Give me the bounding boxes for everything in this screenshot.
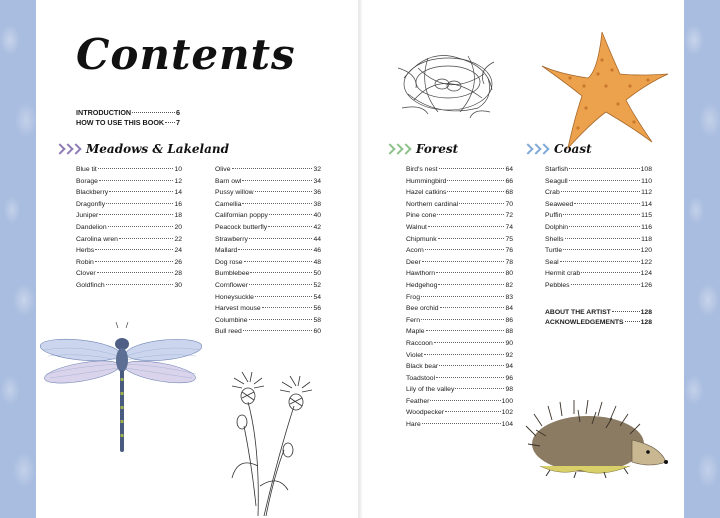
entry-label: Hummingbird (406, 177, 447, 185)
leader-dots (612, 311, 640, 312)
entry-label: Barn owl (215, 177, 242, 185)
entry-label: Violet (406, 351, 423, 359)
entry-page: 28 (174, 270, 182, 278)
entry-page: 94 (505, 363, 513, 371)
leader-dots (165, 122, 175, 123)
leader-dots (255, 191, 313, 192)
entry-page: 56 (313, 305, 321, 313)
toc-entry[interactable] (76, 224, 182, 236)
entry-label: Camellia (215, 200, 242, 208)
entry-label: Bee orchid (406, 305, 439, 313)
entry-label: Starfish (545, 166, 569, 173)
entry-label: Peacock butterfly (215, 223, 268, 231)
entry-page: 88 (505, 328, 513, 336)
entry-label: Dog rose (215, 258, 243, 266)
entry-label: Hazel catkins (406, 189, 447, 197)
back-matter-list (545, 309, 652, 329)
toc-entry[interactable] (545, 201, 652, 213)
entry-label: Walnut (406, 223, 427, 231)
toc-entry[interactable] (406, 305, 513, 317)
intro-list (76, 108, 180, 128)
entry-label: Mallard (215, 247, 238, 255)
entry-label: Blackberry (76, 189, 109, 197)
entry-label: Pine cone (406, 212, 437, 220)
toc-entry[interactable] (406, 259, 513, 271)
entry-page: 118 (641, 235, 652, 243)
entry-label: Clover (76, 270, 96, 278)
toc-entry[interactable] (76, 270, 182, 282)
toc-entry[interactable] (406, 236, 513, 248)
entry-page: 74 (505, 223, 513, 231)
entry-page: 98 (505, 386, 513, 394)
entry-page: 124 (640, 270, 652, 278)
entry-page: 83 (505, 293, 513, 301)
toc-entry[interactable] (406, 282, 513, 294)
entry-label: Hare (406, 421, 421, 429)
toc-entry[interactable] (406, 375, 513, 387)
leader-dots (109, 191, 173, 192)
leader-dots (569, 168, 640, 169)
leader-dots (99, 214, 173, 215)
entry-page: 82 (505, 281, 513, 289)
leader-dots (262, 307, 313, 308)
entry-page: 96 (505, 374, 513, 382)
leader-dots (250, 272, 312, 273)
toc-entry[interactable] (215, 212, 321, 224)
entry-page: 44 (313, 235, 321, 243)
leader-dots (565, 238, 641, 239)
entry-page: 26 (174, 258, 182, 266)
entry-page: 116 (641, 223, 652, 231)
toc-entry[interactable] (545, 189, 652, 201)
leader-dots (242, 180, 312, 181)
entry-page: 108 (640, 166, 652, 173)
entry-page: 72 (505, 212, 513, 220)
entry-page: 12 (174, 177, 182, 185)
entry-page: 122 (640, 258, 652, 266)
toc-entry[interactable] (545, 224, 652, 236)
entry-label: ACKNOWLEDGEMENTS (545, 319, 624, 326)
leader-dots (98, 168, 174, 169)
section-heading-label: Coast (554, 142, 592, 156)
leader-dots (97, 272, 174, 273)
toc-entry[interactable] (215, 224, 321, 236)
entry-label: Harvest mouse (215, 305, 261, 313)
entry-page: 10 (174, 166, 182, 173)
entry-page: 50 (313, 270, 321, 278)
leader-dots (560, 261, 640, 262)
leader-dots (95, 249, 173, 250)
entry-page: 34 (313, 177, 321, 185)
toc-entry[interactable] (406, 270, 513, 282)
entry-label: Hermit crab (545, 270, 581, 278)
leader-dots (106, 203, 173, 204)
entry-label: Columbine (215, 316, 248, 324)
entry-page: 46 (313, 247, 321, 255)
toc-entry[interactable] (406, 294, 513, 306)
entry-page: 66 (505, 177, 513, 185)
entry-page: 92 (505, 351, 513, 359)
toc-entry[interactable] (545, 309, 652, 319)
toc-entry[interactable] (406, 363, 513, 375)
entry-label: Robin (76, 258, 94, 266)
toc-entry[interactable] (76, 247, 182, 259)
toc-entry[interactable] (76, 282, 182, 294)
entry-label: Acorn (406, 247, 424, 255)
toc-entry[interactable] (76, 178, 182, 190)
entry-label: Seal (545, 258, 559, 266)
leader-dots (106, 284, 174, 285)
page-title: Contents (76, 30, 296, 79)
toc-entry[interactable] (76, 108, 180, 118)
entry-label: Juniper (76, 212, 99, 220)
nest-illustration (398, 38, 498, 128)
entry-page: 102 (501, 409, 513, 417)
toc-entry[interactable] (406, 178, 513, 190)
entry-page: 115 (641, 212, 652, 220)
leader-dots (249, 238, 313, 239)
section-heading-label: Meadows & Lakeland (86, 142, 229, 156)
toc-entry[interactable] (215, 328, 321, 340)
leader-dots (439, 365, 504, 366)
leader-dots (269, 214, 313, 215)
entry-page: 90 (505, 339, 513, 347)
entry-page: 52 (313, 281, 321, 289)
entry-label: Olive (215, 166, 231, 173)
entry-label: Pussy willow (215, 189, 254, 197)
leader-dots (438, 284, 504, 285)
entry-label: Cornflower (215, 281, 248, 289)
entry-label: Dolphin (545, 223, 569, 231)
entry-page: 75 (505, 235, 513, 243)
entry-label: Northern cardinal (406, 200, 459, 208)
leader-dots (108, 226, 174, 227)
leader-dots (244, 261, 313, 262)
entry-page: 18 (174, 212, 182, 220)
leader-dots (249, 284, 313, 285)
starfish-illustration (540, 30, 670, 150)
toc-entry[interactable] (76, 166, 182, 178)
leader-dots (424, 354, 505, 355)
entry-page: 7 (176, 118, 180, 127)
leader-dots (268, 226, 312, 227)
leader-dots (561, 191, 640, 192)
leader-dots (455, 388, 504, 389)
entry-label: Fern (406, 316, 420, 324)
entry-page: 110 (641, 177, 652, 185)
leader-dots (422, 423, 501, 424)
leader-dots (425, 249, 505, 250)
toc-entry[interactable] (215, 189, 321, 201)
entry-page: 80 (505, 270, 513, 278)
entry-page: 54 (313, 293, 321, 301)
leader-dots (447, 191, 504, 192)
entry-label: Dragonfly (76, 200, 106, 208)
entry-label: Crab (545, 189, 560, 197)
toc-entry[interactable] (406, 386, 513, 398)
toc-entry[interactable] (406, 212, 513, 224)
leader-dots (438, 238, 505, 239)
chevron-right-icon (56, 145, 80, 153)
entry-page: 120 (640, 247, 652, 255)
leader-dots (242, 203, 312, 204)
entry-page: 22 (174, 235, 182, 243)
leader-dots (445, 411, 501, 412)
forest-list (406, 166, 513, 433)
leader-dots (434, 342, 505, 343)
entry-label: Seaweed (545, 200, 574, 208)
entry-label: Deer (406, 258, 421, 266)
entry-label: Bird's nest (406, 166, 438, 173)
entry-page: 20 (174, 223, 182, 231)
toc-entry[interactable] (406, 224, 513, 236)
toc-entry[interactable] (76, 212, 182, 224)
toc-entry[interactable] (76, 118, 180, 128)
entry-page: 70 (505, 200, 513, 208)
leader-dots (422, 261, 505, 262)
leader-dots (421, 319, 504, 320)
entry-label: Chipmunk (406, 235, 437, 243)
coast-list (545, 166, 652, 294)
toc-entry[interactable] (406, 317, 513, 329)
entry-page: 78 (505, 258, 513, 266)
toc-entry[interactable] (545, 319, 652, 329)
leader-dots (569, 180, 640, 181)
toc-entry[interactable] (215, 247, 321, 259)
entry-label: Bumblebee (215, 270, 250, 278)
toc-entry[interactable] (215, 270, 321, 282)
toc-entry[interactable] (406, 398, 513, 410)
leader-dots (440, 307, 505, 308)
toc-entry[interactable] (76, 201, 182, 213)
toc-entry[interactable] (215, 201, 321, 213)
entry-label: HOW TO USE THIS BOOK (76, 118, 165, 127)
toc-entry[interactable] (545, 282, 652, 294)
entry-label: INTRODUCTION (76, 108, 132, 117)
leader-dots (430, 400, 500, 401)
entry-label: Californian poppy (215, 212, 268, 220)
toc-entry[interactable] (406, 409, 513, 421)
entry-page: 24 (174, 247, 182, 255)
entry-page: 32 (313, 166, 321, 173)
toc-entry[interactable] (406, 352, 513, 364)
entry-page: 38 (313, 200, 321, 208)
entry-label: Feather (406, 397, 430, 405)
toc-entry[interactable] (406, 328, 513, 340)
entry-label: Frog (406, 293, 420, 301)
leader-dots (581, 272, 640, 273)
entry-page: 48 (313, 258, 321, 266)
leader-dots (569, 226, 640, 227)
toc-entry[interactable] (215, 166, 321, 178)
toc-entry[interactable] (406, 340, 513, 352)
leader-dots (95, 261, 174, 262)
leader-dots (428, 226, 505, 227)
entry-page: 68 (505, 189, 513, 197)
toc-entry[interactable] (545, 270, 652, 282)
entry-label: Strawberry (215, 235, 248, 243)
entry-page: 36 (313, 189, 321, 197)
leader-dots (238, 249, 312, 250)
section-heading-label: Forest (416, 142, 459, 156)
entry-page: 114 (641, 200, 652, 208)
leader-dots (255, 296, 313, 297)
entry-label: Blue tit (76, 166, 97, 173)
entry-page: 42 (313, 223, 321, 231)
leader-dots (99, 180, 174, 181)
entry-label: Woodpecker (406, 409, 445, 417)
right-border-pattern (684, 0, 720, 518)
leader-dots (625, 321, 640, 322)
entry-label: Shells (545, 235, 564, 243)
meadows-list-col1 (76, 166, 182, 294)
entry-page: 86 (505, 316, 513, 324)
entry-page: 6 (176, 108, 180, 117)
entry-page: 126 (640, 281, 652, 289)
entry-label: Goldfinch (76, 281, 105, 289)
entry-label: ABOUT THE ARTIST (545, 309, 611, 316)
entry-label: Bull reed (215, 328, 242, 336)
entry-page: 40 (313, 212, 321, 220)
entry-label: Herbs (76, 247, 95, 255)
entry-label: Maple (406, 328, 425, 336)
toc-entry[interactable] (545, 212, 652, 224)
leader-dots (563, 214, 640, 215)
entry-label: Puffin (545, 212, 563, 220)
entry-label: Raccoon (406, 339, 433, 347)
entry-page: 112 (641, 189, 652, 197)
meadows-list-col2 (215, 166, 321, 340)
hedgehog-illustration (520, 396, 670, 480)
toc-entry[interactable] (215, 178, 321, 190)
toc-entry[interactable] (215, 305, 321, 317)
toc-entry[interactable] (545, 166, 652, 178)
toc-entry[interactable] (406, 189, 513, 201)
toc-entry[interactable] (76, 259, 182, 271)
book-gutter (358, 0, 362, 518)
entry-label: Dandelion (76, 223, 107, 231)
toc-entry[interactable] (406, 201, 513, 213)
entry-label: Hedgehog (406, 281, 438, 289)
entry-label: Carolina wren (76, 235, 118, 243)
entry-page: 104 (501, 421, 513, 429)
leader-dots (563, 249, 640, 250)
entry-page: 58 (313, 316, 321, 324)
entry-page: 30 (174, 281, 182, 289)
toc-entry[interactable] (215, 317, 321, 329)
toc-entry[interactable] (215, 259, 321, 271)
entry-page: 16 (174, 200, 182, 208)
toc-entry[interactable] (545, 178, 652, 190)
entry-label: Pebbles (545, 281, 570, 289)
entry-label: Hawthorn (406, 270, 436, 278)
toc-entry[interactable] (76, 236, 182, 248)
entry-page: 76 (505, 247, 513, 255)
entry-page: 64 (505, 166, 513, 173)
leader-dots (571, 284, 640, 285)
entry-page: 128 (640, 309, 652, 316)
section-heading-meadows (56, 142, 229, 156)
leader-dots (119, 238, 174, 239)
toc-entry[interactable] (215, 294, 321, 306)
toc-entry[interactable] (406, 166, 513, 178)
leader-dots (426, 330, 505, 331)
toc-entry[interactable] (215, 282, 321, 294)
leader-dots (243, 330, 313, 331)
entry-label: Lily of the valley (406, 386, 455, 394)
dragonfly-illustration (40, 322, 202, 456)
leader-dots (439, 168, 505, 169)
toc-entry[interactable] (406, 247, 513, 259)
leader-dots (421, 296, 504, 297)
toc-entry[interactable] (76, 189, 182, 201)
leader-dots (232, 168, 313, 169)
left-border-pattern (0, 0, 36, 518)
entry-page: 84 (505, 305, 513, 313)
leader-dots (437, 214, 504, 215)
entry-label: Borage (76, 177, 98, 185)
entry-label: Black bear (406, 363, 439, 371)
cornflower-illustration (208, 366, 328, 516)
entry-page: 60 (313, 328, 321, 336)
leader-dots (459, 203, 504, 204)
toc-entry[interactable] (545, 247, 652, 259)
entry-label: Toadstool (406, 374, 436, 382)
toc-entry[interactable] (406, 421, 513, 433)
leader-dots (447, 180, 504, 181)
toc-entry[interactable] (545, 236, 652, 248)
toc-entry[interactable] (215, 236, 321, 248)
leader-dots (132, 112, 175, 113)
entry-label: Seagull (545, 177, 568, 185)
entry-page: 128 (640, 319, 652, 326)
leader-dots (574, 203, 640, 204)
entry-label: Turtle (545, 247, 563, 255)
leader-dots (249, 319, 313, 320)
entry-label: Honeysuckle (215, 293, 254, 301)
chevron-right-icon (386, 145, 410, 153)
entry-page: 100 (501, 397, 513, 405)
toc-entry[interactable] (545, 259, 652, 271)
leader-dots (436, 377, 504, 378)
leader-dots (436, 272, 504, 273)
section-heading-forest (386, 142, 458, 156)
entry-page: 14 (174, 189, 182, 197)
